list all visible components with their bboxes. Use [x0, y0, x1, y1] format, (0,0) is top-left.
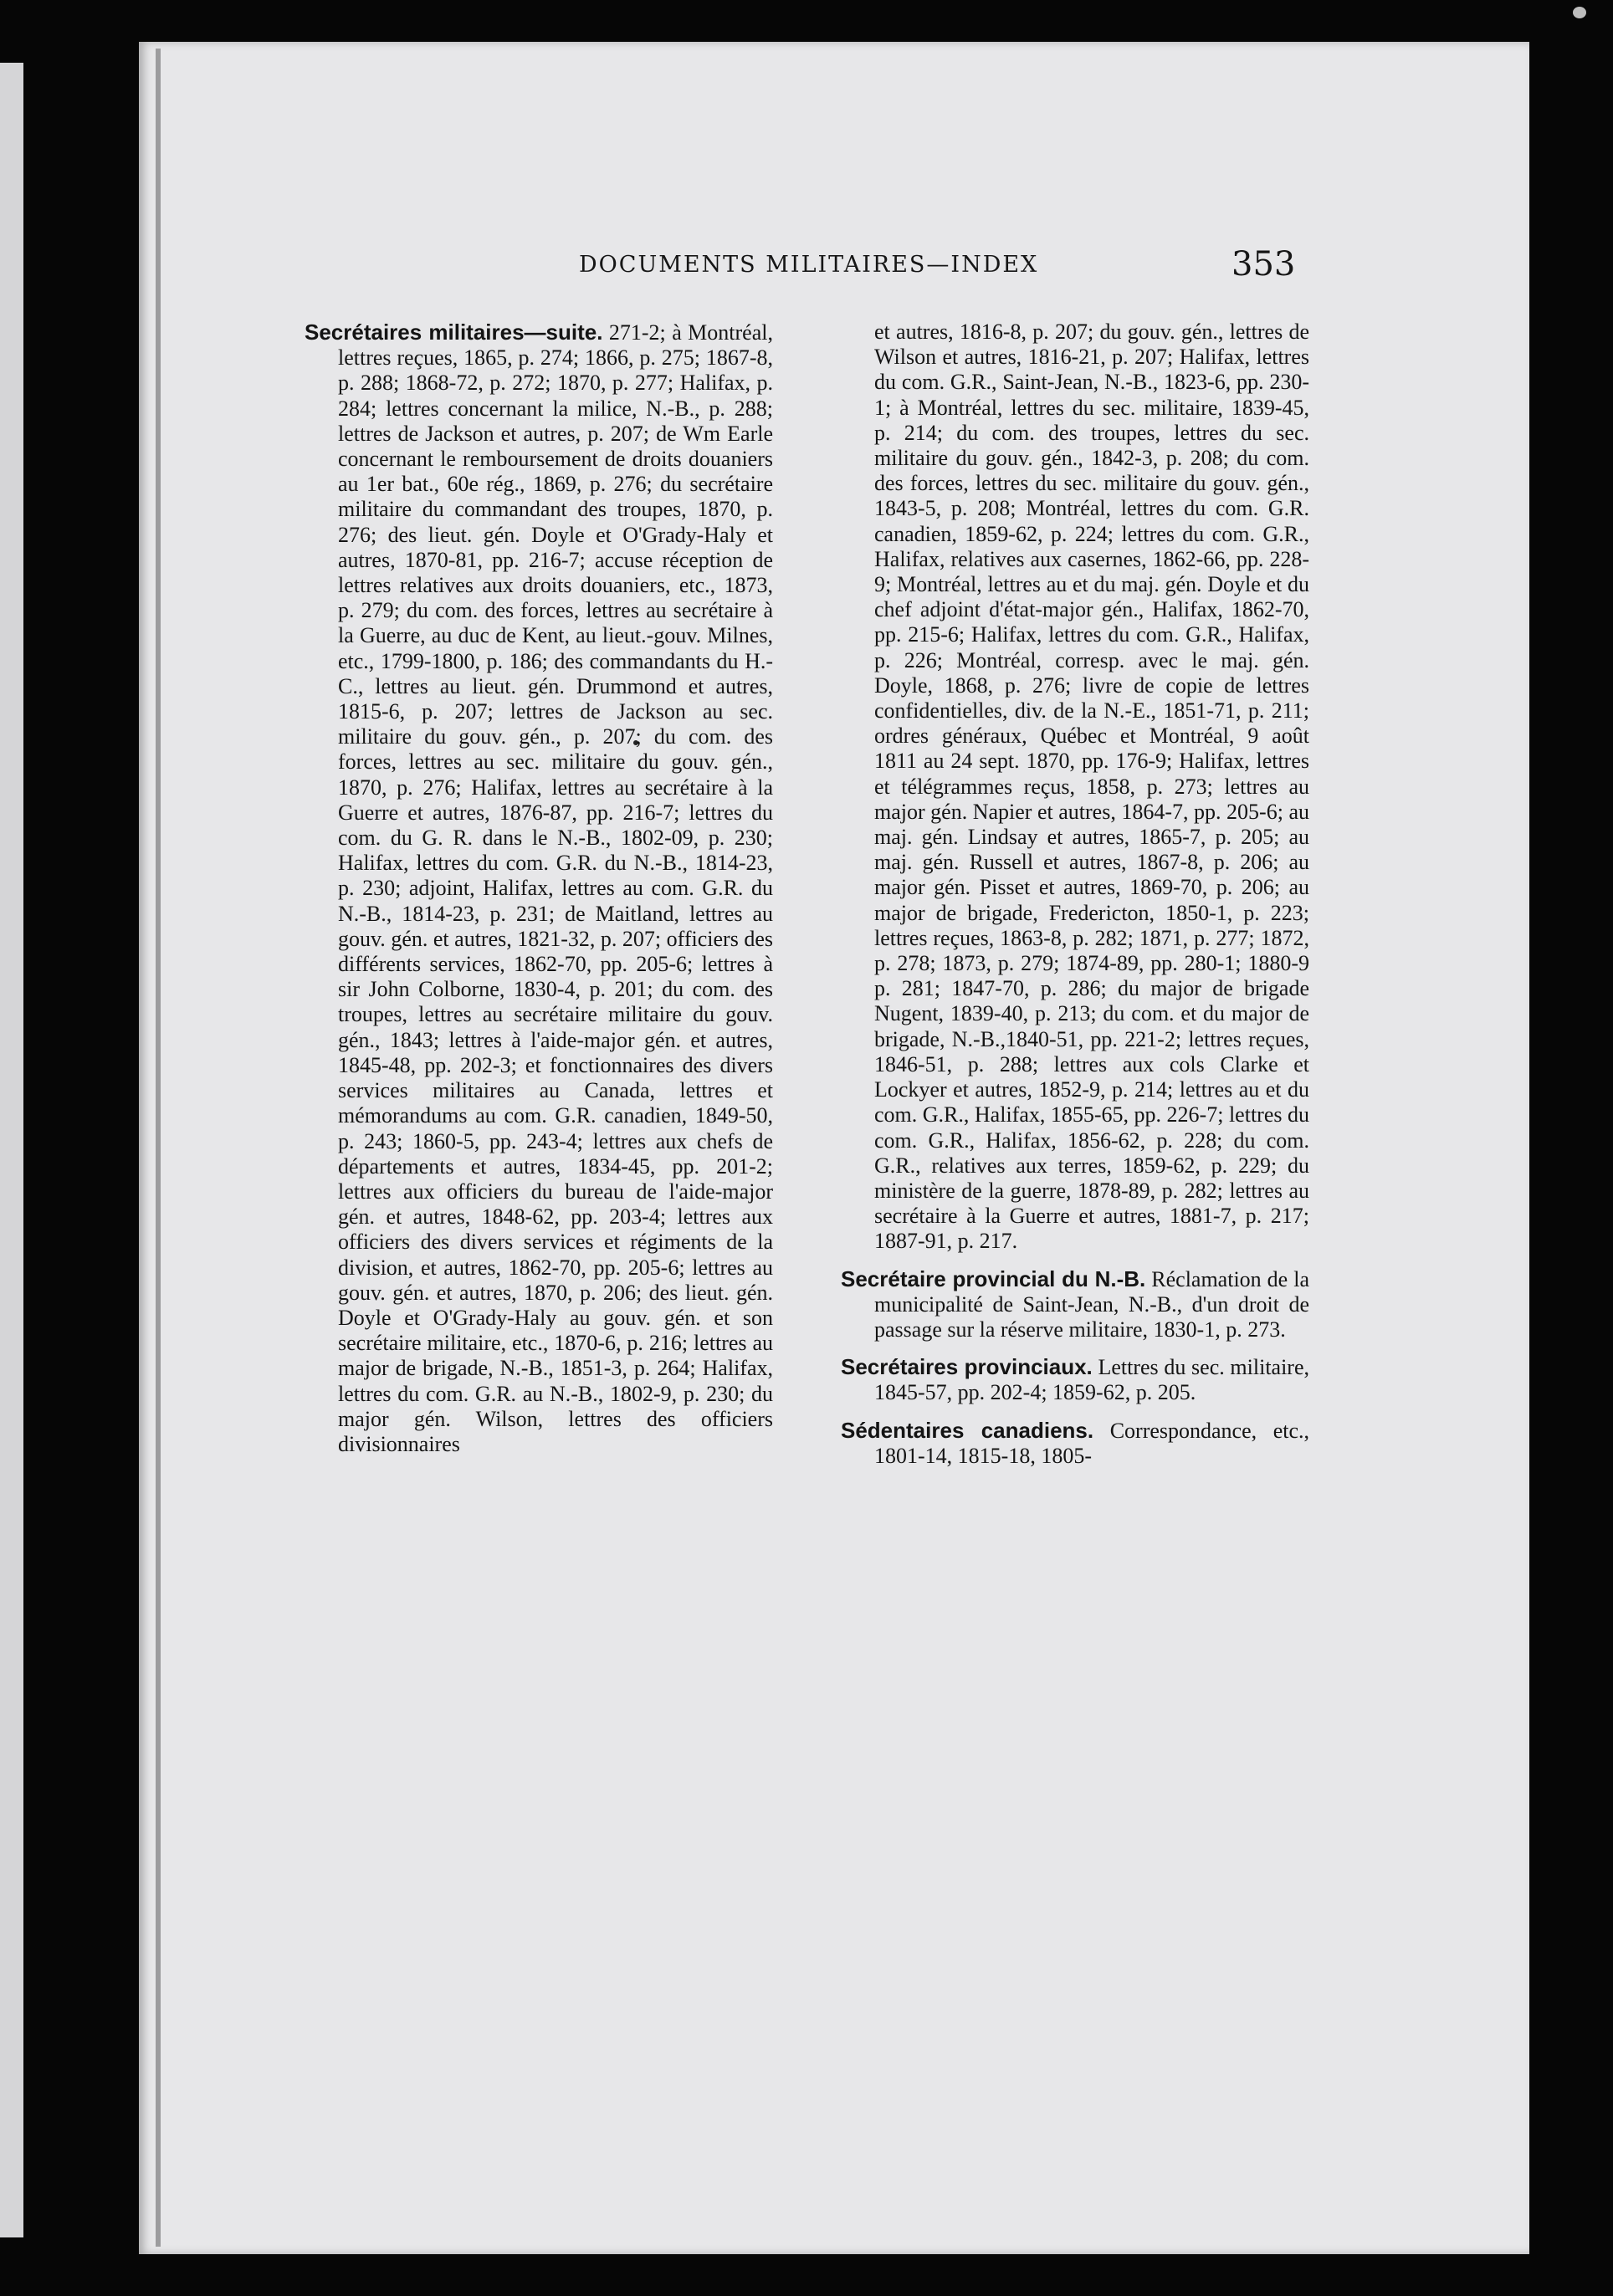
- index-entry: [841, 1418, 1309, 1469]
- running-title: DOCUMENTS MILITAIRES—INDEX: [579, 252, 1039, 278]
- entry-text: Lettres du sec. militaire, 1845-57, pp. 202-4; 1859-62, p. 205.: [874, 1355, 1310, 1405]
- page-binding-edge: [156, 49, 161, 2247]
- entry-heading: Secrétaires militaires—suite.: [305, 320, 603, 345]
- entry-continuation: et autres, 1816-8, p. 207; du gouv. gén., lettres de Wilson et autres, 1816-21, p. 207; Halifax, lettres du com. G.R., Saint-Jean, N.-B., 1823-6, pp. 230-1; à Montréal, lettres du sec. militaire, 1839-45, p. 214; du com. des troupes, lettres du sec. militaire du gouv. gén., 1842-3, p. 208; du com. des forces, lettres du sec. militaire du gouv. gén., 1843-5, p. 208; Montréal, lettres du com. G.R. canadien, 1859-62, p. 224; lettres du com. G.R., Halifax, relatives aux casernes, 1862-66, pp. 228-9; Montréal, lettres au et du maj. gén. Doyle et du chef adjoint d'état-major gén., Halifax, 1862-70, pp. 215-6; Halifax, lettres du com. G.R., Halifax, p. 226; Montréal, corresp. avec le maj. gén. Doyle, 1868, p. 276; livre de copie de lettres confidentielles, div. de la N.-E., 1851-71, p. 211; ordres généraux, Québec et Montréal, 9 août 1811 au 24 sept. 1870, pp. 176-9; Halifax, lettres et télégrammes reçus, 1858, p. 273; lettres au major gén. Napier et autres, 1864-7, pp. 205-6; au maj. gén. Lindsay et autres, 1865-7, p. 205; au maj. gén. Russell et autres, 1867-8, p. 206; au major gén. Pisset et autres, 1869-70, p. 206; au major de brigade, Fredericton, 1850-1, p. 223; lettres reçues, 1863-8, p. 282; 1871, p. 277; 1872, p. 278; 1873, p. 279; 1874-89, pp. 280-1; 1880-9 p. 281; 1847-70, p. 286; du major de brigade Nugent, 1839-40, p. 213; du com. et du major de brigade, N.-B.,1840-51, pp. 221-2; lettres reçues, 1846-51, p. 288; lettres aux cols Clarke et Lockyer et autres, 1852-9, p. 214; lettres au et du com. G.R., Halifax, 1855-65, pp. 226-7; lettres du com. G.R., Halifax, 1856-62, p. 228; du com. G.R., relatives aux terres, 1859-62, p. 229; du ministère de la guerre, 1878-89, p. 282; lettres au secrétaire à la Guerre et autres, 1881-7, p. 217; 1887-91, p. 217.: [874, 320, 1309, 1254]
- index-entry: [841, 1354, 1309, 1405]
- index-entry: [305, 320, 773, 1457]
- entry-text: Correspondance, etc., 1801-14, 1815-18, 1805-: [874, 1418, 1310, 1468]
- index-column-right: [841, 320, 1309, 1469]
- entry-heading: Secrétaire provincial du N.-B.: [841, 1266, 1146, 1291]
- index-entry: [841, 1266, 1309, 1343]
- page-number: 353: [1232, 245, 1296, 284]
- running-head: [0, 245, 1613, 287]
- entry-text: Réclamation de la municipalité de Saint-Jean, N.-B., d'un droit de passage sur la réserve militaire, 1830-1, p. 273.: [874, 1266, 1310, 1342]
- index-column-left: [305, 320, 773, 1457]
- entry-heading: Secrétaires provinciaux.: [841, 1354, 1093, 1380]
- adjacent-page-sliver: [0, 63, 23, 2237]
- scan-speck: [1573, 7, 1586, 18]
- entry-heading: Sédentaires canadiens.: [841, 1417, 1094, 1443]
- entry-text: 271-2; à Montréal, lettres reçues, 1865, p. 274; 1866, p. 275; 1867-8, p. 288; 1868-72, p. 272; 1870, p. 277; Halifax, p. 284; lettres concernant la milice, N.-B., p. 288; lettres de Jackson et autres, p. 207; de Wm Earle concernant le remboursement de droits douaniers au 1er bat., 60e rég., 1869, p. 276; du secrétaire militaire du commandant des troupes, 1870, p. 276; des lieut. gén. Doyle et O'Grady-Haly et autres, 1870-81, pp. 216-7; accuse réception de lettres relatives aux droits douaniers, etc., 1873, p. 279; du com. des forces, lettres au secrétaire à la Guerre, au duc de Kent, au lieut.-gouv. Milnes, etc., 1799-1800, p. 186; des commandants du H.-C., lettres au lieut. gén. Drummond et autres, 1815-6, p. 207; lettres de Jackson au sec. militaire du gouv. gén., p. 207; du com. des forces, lettres au sec. militaire du gouv. gén., 1870, p. 276; Halifax, lettres au secrétaire à la Guerre et autres, 1876-87, pp. 216-7; lettres du com. du G. R. dans le N.-B., 1802-09, p. 230; Halifax, lettres du com. G.R. du N.-B., 1814-23, p. 230; adjoint, Halifax, lettres au com. G.R. du N.-B., 1814-23, p. 231; de Maitland, lettres au gouv. gén. et autres, 1821-32, p. 207; officiers des différents services, 1862-70, pp. 205-6; lettres à sir John Colborne, 1830-4, p. 201; du com. des troupes, lettres au secrétaire militaire du gouv. gén., 1843; lettres à l'aide-major gén. et autres, 1845-48, pp. 202-3; et fonctionnaires des divers services militaires au Canada, lettres et mémorandums au com. G.R. canadien, 1849-50, p. 243; 1860-5, pp. 243-4; lettres aux chefs de départements et autres, 1834-45, pp. 201-2; lettres aux officiers du bureau de l'aide-major gén. et autres, 1848-62, pp. 203-4; lettres aux officiers des divers services et régiments de la division, et autres, 1862-70, pp. 205-6; lettres au gouv. gén. et autres, 1870, p. 206; des lieut. gén. Doyle et O'Grady-Haly au gouv. gén. et son secrétaire militaire, etc., 1870-6, p. 216; lettres au major de brigade, N.-B., 1851-3, p. 264; Halifax, lettres du com. G.R. au N.-B., 1802-9, p. 230; du major gén. Wilson, lettres des officiers divisionnaires: [338, 320, 773, 1456]
